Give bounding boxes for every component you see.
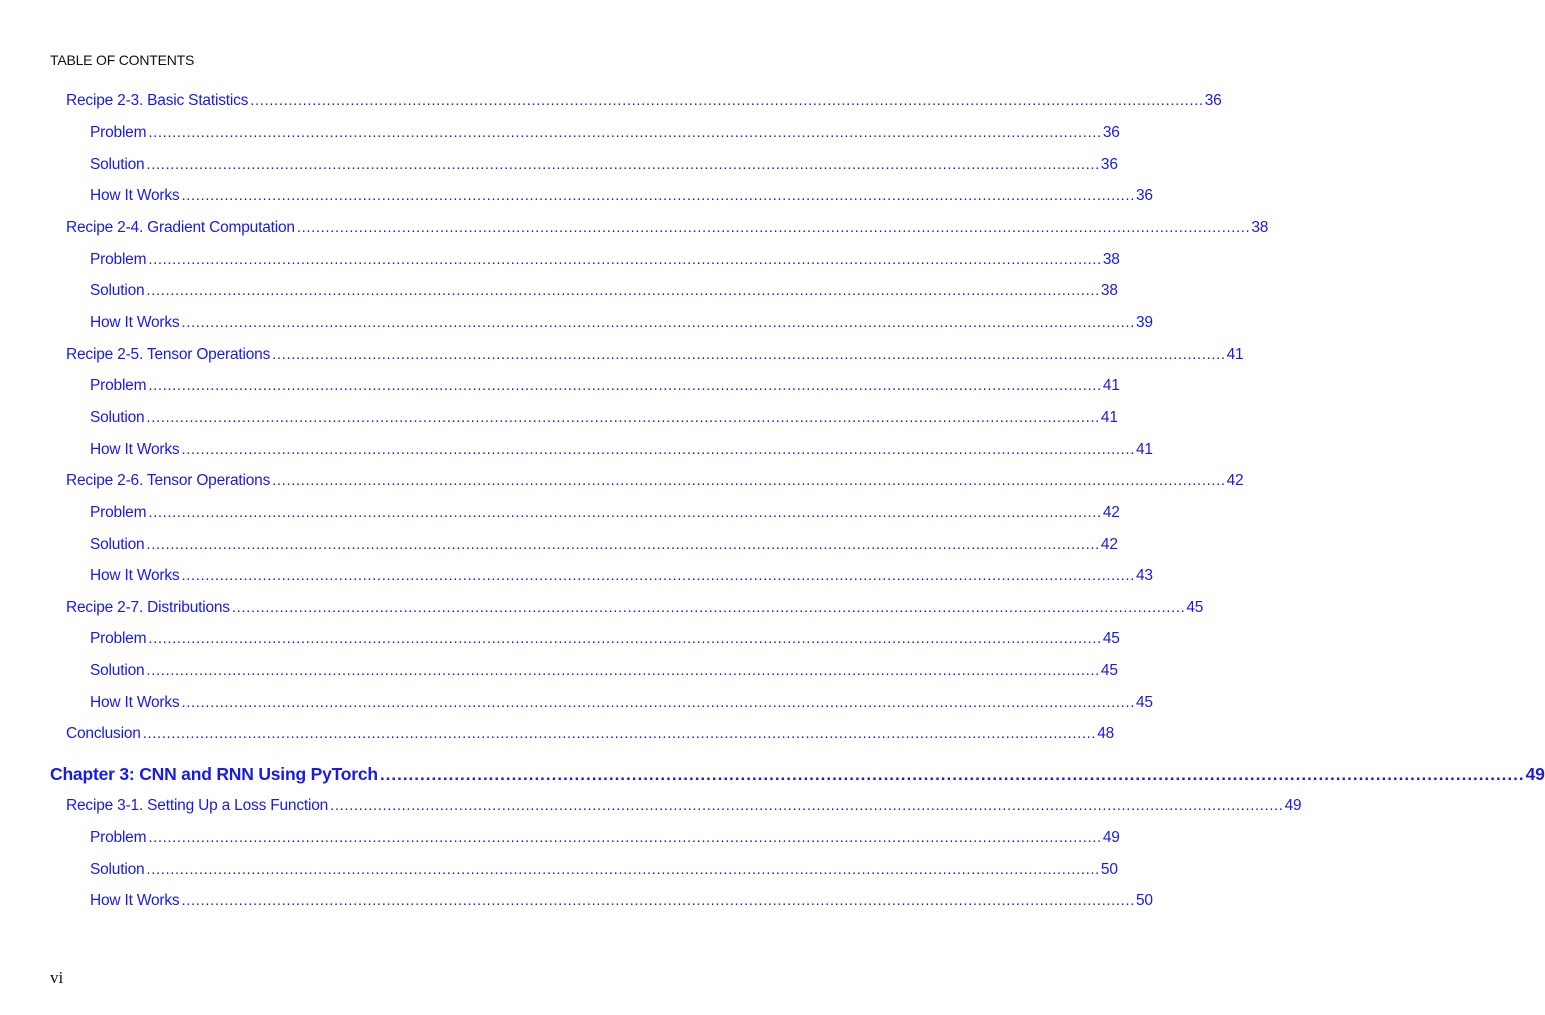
toc-entry[interactable] [66, 599, 1204, 619]
toc-entry[interactable] [90, 567, 1153, 587]
dot-leader: ........................................................................................................................................................................................................ [146, 409, 1100, 426]
toc-entry-label: How It Works [90, 187, 180, 204]
dot-leader: ........................................................................................................................................................................................................ [148, 829, 1102, 846]
toc-entry[interactable] [66, 346, 1244, 366]
toc-entry-label: Solution [90, 662, 145, 679]
toc-entry-page: 50 [1100, 861, 1118, 878]
toc-entry-page: 38 [1100, 282, 1118, 299]
toc-entry-page: 36 [1135, 187, 1153, 204]
toc-entry[interactable] [90, 282, 1118, 302]
toc-entry-page: 49 [1284, 797, 1302, 814]
dot-leader: ........................................................................................................................................................................................................ [330, 797, 1284, 814]
toc-entry[interactable] [90, 630, 1120, 650]
toc-entry-page: 48 [1097, 725, 1115, 742]
toc-entry-label: Recipe 2-6. Tensor Operations [66, 472, 271, 489]
toc-entry[interactable] [90, 124, 1120, 144]
dot-leader: ........................................................................................................................................................................................................ [379, 765, 1525, 784]
toc-entry[interactable] [90, 314, 1153, 334]
toc-entry[interactable] [90, 156, 1118, 176]
toc-entry-label: Recipe 2-7. Distributions [66, 599, 230, 616]
toc-entry-label: Problem [90, 124, 147, 141]
dot-leader: ........................................................................................................................................................................................................ [181, 567, 1135, 584]
dot-leader: ........................................................................................................................................................................................................ [272, 472, 1226, 489]
toc-entry[interactable] [90, 536, 1118, 556]
toc-entry-label: Solution [90, 861, 145, 878]
toc-entry-label: Solution [90, 409, 145, 426]
toc-entry-label: How It Works [90, 441, 180, 458]
dot-leader: ........................................................................................................................................................................................................ [148, 377, 1102, 394]
dot-leader: ........................................................................................................................................................................................................ [146, 282, 1100, 299]
toc-entry[interactable] [90, 187, 1153, 207]
dot-leader: ........................................................................................................................................................................................................ [181, 187, 1135, 204]
toc-entry-label: Solution [90, 536, 145, 553]
toc-entry[interactable] [90, 251, 1120, 271]
toc-entry[interactable] [90, 504, 1120, 524]
toc-entry-page: 41 [1135, 441, 1153, 458]
toc-entry-page: 36 [1100, 156, 1118, 173]
toc-entry-page: 49 [1525, 764, 1545, 784]
toc-entry-page: 41 [1102, 377, 1120, 394]
dot-leader: ........................................................................................................................................................................................................ [181, 314, 1135, 331]
dot-leader: ........................................................................................................................................................................................................ [181, 441, 1135, 458]
toc-entry-label: How It Works [90, 892, 180, 909]
toc-entry[interactable] [90, 377, 1120, 397]
dot-leader: ........................................................................................................................................................................................................ [146, 156, 1100, 173]
dot-leader: ........................................................................................................................................................................................................ [181, 892, 1135, 909]
toc-entry-page: 45 [1102, 630, 1120, 647]
dot-leader: ........................................................................................................................................................................................................ [148, 251, 1102, 268]
toc-entry-label: Recipe 2-4. Gradient Computation [66, 219, 295, 236]
toc-entry-label: How It Works [90, 314, 180, 331]
toc-entry-page: 49 [1102, 829, 1120, 846]
toc-entry-label: Conclusion [66, 725, 141, 742]
toc-entry-page: 36 [1204, 92, 1222, 109]
toc-entry[interactable] [90, 441, 1153, 461]
toc-entry-page: 45 [1186, 599, 1204, 616]
toc-entry-label: Solution [90, 156, 145, 173]
toc-entry-label: Chapter 3: CNN and RNN Using PyTorch [50, 764, 378, 784]
toc-entry-page: 50 [1135, 892, 1153, 909]
dot-leader: ........................................................................................................................................................................................................ [148, 504, 1102, 521]
toc-entry-label: Recipe 2-5. Tensor Operations [66, 346, 271, 363]
toc-entry[interactable] [90, 662, 1118, 682]
toc-entry-page: 42 [1102, 504, 1120, 521]
toc-entry-page: 43 [1135, 567, 1153, 584]
dot-leader: ........................................................................................................................................................................................................ [148, 124, 1102, 141]
page-number: vi [50, 968, 64, 987]
toc-entry-page: 41 [1226, 346, 1244, 363]
toc-entry-page: 45 [1135, 694, 1153, 711]
toc-entry-label: Problem [90, 377, 147, 394]
toc-chapter-entry[interactable] [50, 764, 1545, 786]
toc-entry-page: 42 [1226, 472, 1244, 489]
toc-entry-label: Solution [90, 282, 145, 299]
toc-entry-label: Recipe 2-3. Basic Statistics [66, 92, 249, 109]
dot-leader: ........................................................................................................................................................................................................ [142, 725, 1097, 742]
toc-entry[interactable] [90, 892, 1153, 912]
toc-entry[interactable] [66, 219, 1269, 239]
toc-entry-label: Problem [90, 504, 147, 521]
toc-entry[interactable] [90, 829, 1120, 849]
toc-entry[interactable] [90, 409, 1118, 429]
dot-leader: ........................................................................................................................................................................................................ [148, 630, 1102, 647]
dot-leader: ........................................................................................................................................................................................................ [146, 662, 1100, 679]
toc-entry-label: Problem [90, 829, 147, 846]
toc-entry-page: 39 [1135, 314, 1153, 331]
toc-entry-page: 41 [1100, 409, 1118, 426]
toc-entry-label: Problem [90, 251, 147, 268]
toc-entry[interactable] [90, 694, 1153, 714]
dot-leader: ........................................................................................................................................................................................................ [181, 694, 1135, 711]
dot-leader: ........................................................................................................................................................................................................ [272, 346, 1226, 363]
toc-entry-page: 45 [1100, 662, 1118, 679]
toc-entry-page: 38 [1251, 219, 1269, 236]
toc-entry[interactable] [66, 92, 1222, 112]
toc-entry[interactable] [66, 472, 1244, 492]
toc-entry-label: How It Works [90, 567, 180, 584]
toc-entry-label: How It Works [90, 694, 180, 711]
dot-leader: ........................................................................................................................................................................................................ [250, 92, 1204, 109]
toc-entry[interactable] [66, 725, 1115, 745]
dot-leader: ........................................................................................................................................................................................................ [296, 219, 1251, 236]
toc-entry-page: 42 [1100, 536, 1118, 553]
toc-entry-page: 38 [1102, 251, 1120, 268]
toc-entry-page: 36 [1102, 124, 1120, 141]
toc-entry[interactable] [90, 861, 1118, 881]
toc-entry-label: Recipe 3-1. Setting Up a Loss Function [66, 797, 329, 814]
dot-leader: ........................................................................................................................................................................................................ [146, 536, 1100, 553]
toc-entry[interactable] [66, 797, 1302, 817]
running-head: TABLE OF CONTENTS [50, 52, 195, 68]
toc-entry-label: Problem [90, 630, 147, 647]
dot-leader: ........................................................................................................................................................................................................ [231, 599, 1186, 616]
dot-leader: ........................................................................................................................................................................................................ [146, 861, 1100, 878]
